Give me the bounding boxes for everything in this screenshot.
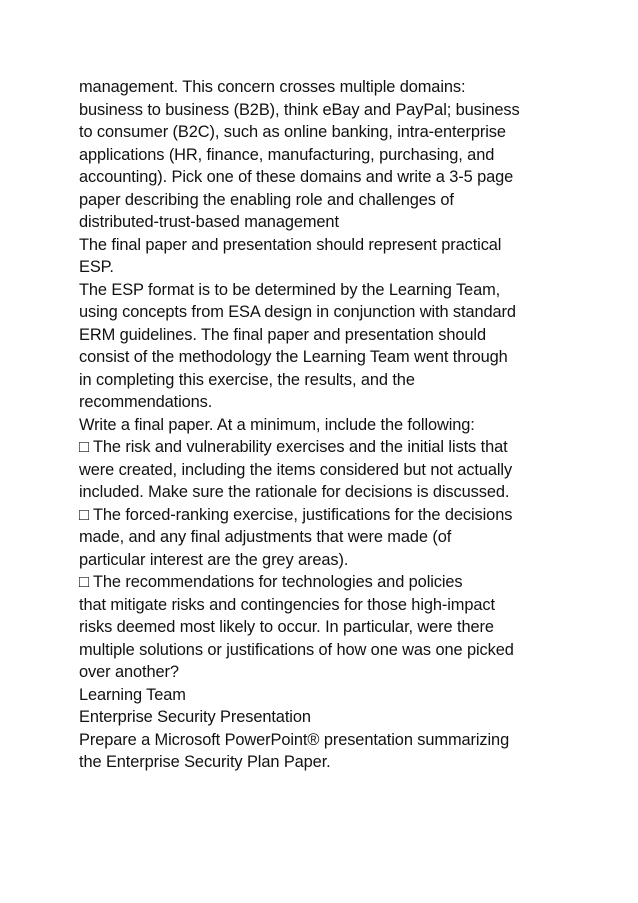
text-line: the Enterprise Security Plan Paper. xyxy=(79,753,331,771)
text-line: multiple solutions or justifications of how one was one picked xyxy=(79,640,514,659)
text-line: The ESP format is to be determined by the Learning Team, xyxy=(79,280,501,299)
bullet-line: □ The recommendations for technologies and policies xyxy=(79,573,463,591)
text-line: Learning Team xyxy=(79,685,186,704)
text-line: management. This concern crosses multiple domains: xyxy=(79,78,466,96)
text-line: that mitigate risks and contingencies for those high-impact xyxy=(79,595,495,614)
text-line: were created, including the items considered but not actually xyxy=(79,460,513,479)
text-line: recommendations. xyxy=(79,393,213,411)
text-line: paper describing the enabling role and challenges of xyxy=(79,190,454,209)
bullet-line: □ The forced-ranking exercise, justifications for the decisions xyxy=(79,505,513,524)
text-line: distributed-trust-based management xyxy=(79,213,339,231)
text-line: The final paper and presentation should represent practical xyxy=(79,235,502,254)
text-line: business to business (B2B), think eBay and PayPal; business xyxy=(79,100,520,119)
text-line: Prepare a Microsoft PowerPoint® presentation summarizing xyxy=(79,730,510,749)
text-line: consist of the methodology the Learning Team went through xyxy=(79,348,508,366)
text-line: included. Make sure the rationale for decisions is discussed. xyxy=(79,483,510,501)
text-line: risks deemed most likely to occur. In particular, were there xyxy=(79,618,494,636)
text-line: ESP. xyxy=(79,258,114,276)
text-line: using concepts from ESA design in conjunction with standard xyxy=(79,303,516,321)
text-line: made, and any final adjustments that were made (of xyxy=(79,528,452,546)
text-line: ERM guidelines. The final paper and presentation should xyxy=(79,325,486,344)
text-line: to consumer (B2C), such as online banking, intra-enterprise xyxy=(79,123,506,141)
bullet-line: □ The risk and vulnerability exercises and the initial lists that xyxy=(79,438,508,456)
text-line: particular interest are the grey areas). xyxy=(79,550,349,569)
text-line: applications (HR, finance, manufacturing, purchasing, and xyxy=(79,145,495,164)
text-line: over another? xyxy=(79,663,179,681)
text-line: accounting). Pick one of these domains and write a 3-5 page xyxy=(79,168,514,186)
text-line: Enterprise Security Presentation xyxy=(79,708,311,726)
text-line: Write a final paper. At a minimum, include the following: xyxy=(79,415,475,434)
document-body xyxy=(79,76,579,774)
text-line: in completing this exercise, the results, and the xyxy=(79,370,415,389)
